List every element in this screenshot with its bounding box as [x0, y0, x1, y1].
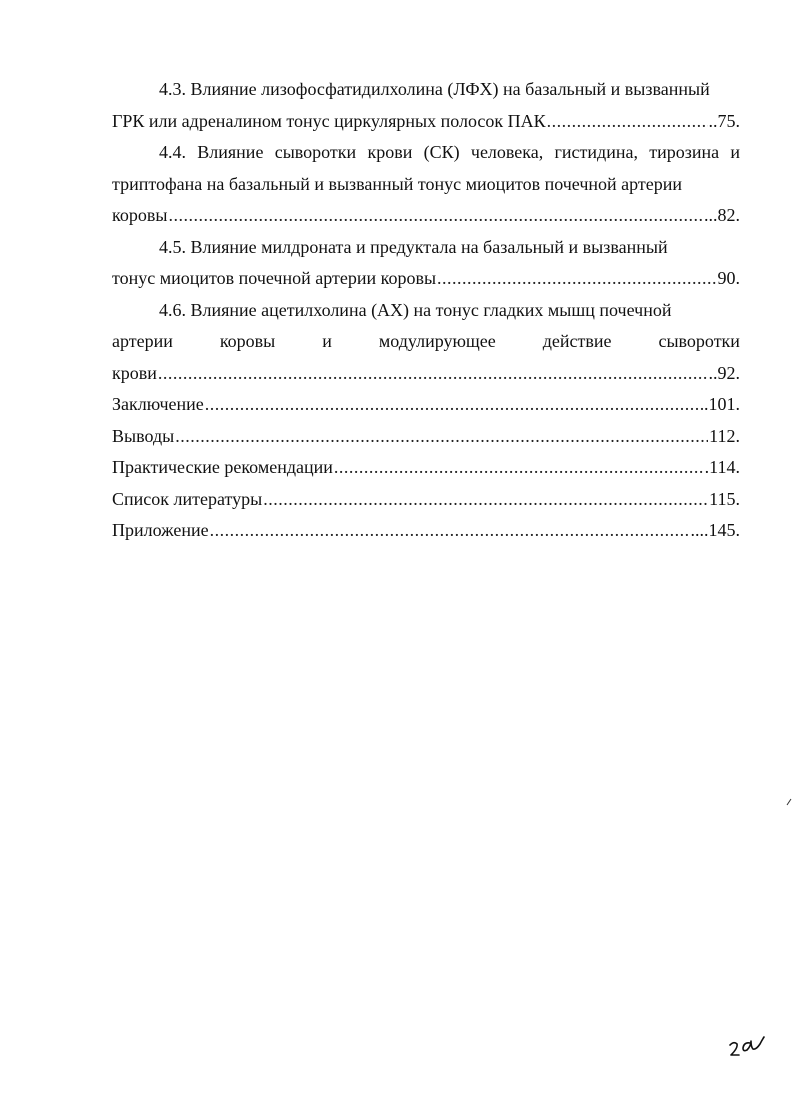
- toc-entry-4-3-title-2: ГРК или адреналином тонус циркулярных полосок ПАК: [112, 110, 546, 131]
- toc-entry-references: [112, 484, 740, 516]
- handwritten-page-mark: [720, 1025, 770, 1065]
- toc-entry-4-6: [112, 295, 740, 390]
- toc-entry-appendix: [112, 515, 740, 547]
- toc-entry-appendix-title: Приложение: [112, 520, 209, 540]
- toc-entry-4-6-page: ..92.: [708, 362, 740, 383]
- toc-entry-4-5: [112, 232, 740, 295]
- toc-entry-4-6-title: 4.6. Влияние ацетилхолина (АХ) на тонус гладких мышц почечной: [159, 299, 672, 320]
- toc-entry-4-6-word: действие: [542, 331, 612, 351]
- toc-entry-4-3-line1: [112, 74, 740, 106]
- toc-entry-4-3-page: ..75.: [708, 110, 740, 131]
- dot-leader: [158, 358, 708, 390]
- toc-entry-references-title: Список литературы: [112, 488, 263, 509]
- dot-leader: [175, 421, 708, 453]
- toc-entry-4-4-title-last: коровы: [112, 205, 168, 225]
- toc-entry-conclusion-title: Заключение: [112, 394, 204, 414]
- toc-entry-conclusion: [112, 389, 740, 421]
- toc-entry-4-6-word: сыворотки: [658, 331, 740, 351]
- dot-leader: [437, 263, 716, 295]
- toc-entry-findings-title: Выводы: [112, 425, 175, 446]
- toc-entry-4-3: [112, 74, 740, 137]
- toc-entry-4-4-title: 4.4. Влияние сыворотки крови (СК) человека, гистидина, тирозина и триптофана на базальный и вызванный тонус миоцитов почечной артерии: [112, 142, 740, 194]
- dot-leader: [168, 200, 703, 232]
- pen-mark-icon: [786, 798, 792, 806]
- toc-entry-4-5-last-line: [112, 263, 740, 295]
- toc-entry-findings: [112, 421, 740, 453]
- toc-entry-findings-page: 112.: [709, 425, 740, 446]
- dot-leader: [205, 389, 703, 421]
- toc-entry-references-page: 115.: [709, 488, 740, 509]
- toc-entry-4-4: [112, 137, 740, 232]
- toc-entry-4-5-title-last: тонус миоцитов почечной артерии коровы: [112, 268, 437, 288]
- toc-entry-4-6-last-line: [112, 358, 740, 390]
- toc-entry-conclusion-page: .101.: [704, 394, 740, 414]
- toc-entry-4-3-title-1: 4.3. Влияние лизофосфатидилхолина (ЛФХ) на базальный и вызванный: [159, 79, 710, 99]
- dot-leader: [547, 106, 708, 138]
- dot-leader: [210, 515, 690, 547]
- toc-entry-4-6-title-last: крови: [112, 362, 157, 383]
- toc-entry-appendix-page: ....145.: [690, 520, 740, 540]
- toc-entry-4-6-word: и: [322, 331, 332, 351]
- toc-entry-4-5-title: 4.5. Влияние милдроната и предуктала на базальный и вызванный: [159, 236, 668, 257]
- table-of-contents: [112, 74, 740, 547]
- toc-entry-recommendations: [112, 452, 740, 484]
- toc-entry-4-4-last-line: [112, 200, 740, 232]
- toc-entry-4-6-word: артерии: [112, 331, 173, 351]
- toc-entry-4-5-page: 90.: [717, 268, 740, 288]
- toc-entry-4-6-word: модулирующее: [378, 331, 496, 351]
- toc-entry-4-6-word: коровы: [219, 331, 276, 351]
- toc-entry-recommendations-title: Практические рекомендации: [112, 457, 333, 477]
- toc-entry-4-4-page: ...82.: [704, 205, 740, 225]
- toc-entry-recommendations-page: .114.: [704, 457, 740, 477]
- toc-entry-4-3-line2: [112, 106, 740, 138]
- dot-leader: [334, 452, 704, 484]
- dot-leader: [263, 484, 708, 516]
- toc-entry-4-6-spread-line: [112, 326, 740, 358]
